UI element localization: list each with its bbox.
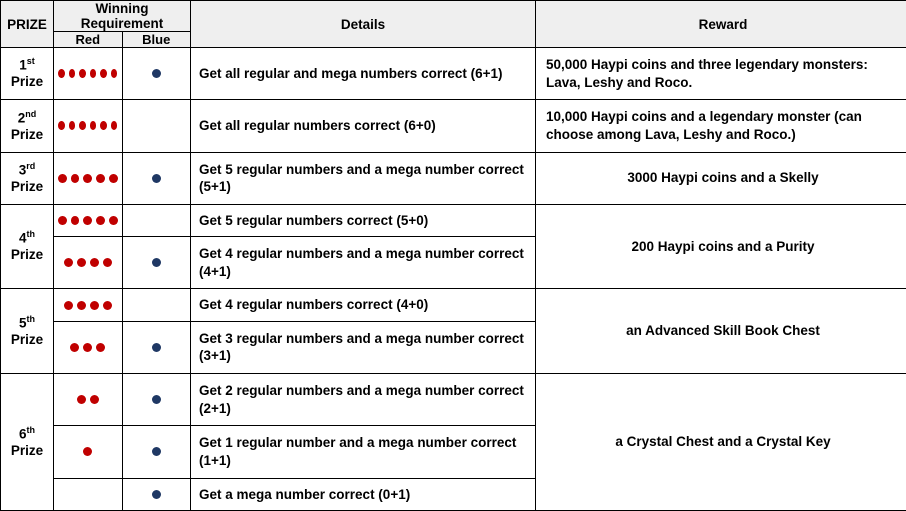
red-dot (70, 343, 79, 352)
blue-dots (127, 393, 187, 407)
prize-label-1 (1, 48, 54, 100)
prize-label-2 (1, 100, 54, 152)
red-dot (58, 69, 65, 78)
blue-dots-cell-5a (122, 289, 191, 321)
prize-suffix: rd (26, 160, 36, 171)
blue-dots (127, 445, 187, 459)
red-dot (64, 258, 73, 267)
red-dot (103, 301, 112, 310)
reward-cell-5: an Advanced Skill Book Chest (536, 289, 906, 374)
prize-suffix: th (26, 424, 35, 435)
prize-suffix: th (26, 314, 35, 325)
red-dot (83, 447, 92, 456)
red-dot (100, 69, 107, 78)
red-dot (103, 258, 112, 267)
blue-dot (152, 174, 161, 183)
blue-dots-cell-2 (122, 100, 191, 152)
prize-suffix: nd (25, 108, 37, 119)
red-dots-cell-6a (54, 374, 123, 426)
blue-dots-cell-1 (122, 48, 191, 100)
red-dot (58, 121, 65, 130)
table-row (1, 289, 906, 321)
details-cell-6a: Get 2 regular numbers and a mega number correct (2+1) (191, 374, 536, 426)
red-dots-cell-5b (54, 321, 123, 373)
red-dots-cell-4b (54, 237, 123, 289)
blue-dots-cell-6b (122, 426, 191, 478)
red-dots (58, 340, 118, 354)
details-cell-6b: Get 1 regular number and a mega number correct (1+1) (191, 426, 536, 478)
column-header-reward: Reward (536, 1, 906, 48)
prize-number: 6 (18, 426, 27, 442)
red-dot (90, 258, 99, 267)
red-dots (58, 256, 118, 270)
column-header-red: Red (54, 32, 123, 48)
prize-word: Prize (10, 331, 44, 347)
red-dot (90, 395, 99, 404)
blue-dots (127, 487, 187, 501)
prize-label-3 (1, 152, 54, 204)
red-dots-cell-1 (54, 48, 123, 100)
red-dots (58, 119, 118, 133)
table-row (1, 100, 906, 152)
red-dots-cell-6c (54, 478, 123, 510)
details-cell-6c: Get a mega number correct (0+1) (191, 478, 536, 510)
prize-word: Prize (10, 74, 44, 90)
blue-dots (127, 67, 187, 81)
blue-dots-cell-4b (122, 237, 191, 289)
column-header-blue: Blue (122, 32, 191, 48)
red-dot (69, 69, 76, 78)
red-dot (77, 395, 86, 404)
blue-dot (152, 447, 161, 456)
red-dot (111, 121, 118, 130)
red-dots (58, 445, 118, 459)
prize-number: 3 (18, 162, 27, 178)
blue-dots (127, 256, 187, 270)
details-cell-5b: Get 3 regular numbers and a mega number correct (3+1) (191, 321, 536, 373)
blue-dots-cell-3 (122, 152, 191, 204)
table-body (1, 48, 906, 511)
column-header-winning-requirement: Winning Requirement (54, 1, 191, 32)
details-cell-4b: Get 4 regular numbers and a mega number correct (4+1) (191, 237, 536, 289)
red-dot (58, 216, 67, 225)
red-dot (71, 216, 80, 225)
red-dot (90, 121, 97, 130)
prize-number: 5 (18, 315, 27, 331)
blue-dots (127, 119, 187, 133)
red-dot (69, 121, 76, 130)
blue-dot (152, 258, 161, 267)
reward-cell-2: 10,000 Haypi coins and a legendary monster (can choose among Lava, Leshy and Roco.) (536, 100, 906, 152)
blue-dots-cell-4a (122, 204, 191, 236)
blue-dot (152, 395, 161, 404)
red-dot (100, 121, 107, 130)
red-dot (64, 301, 73, 310)
reward-cell-6: a Crystal Chest and a Crystal Key (536, 374, 906, 511)
red-dot (77, 258, 86, 267)
details-cell-2: Get all regular numbers correct (6+0) (191, 100, 536, 152)
red-dot (58, 174, 67, 183)
details-cell-3: Get 5 regular numbers and a mega number correct (5+1) (191, 152, 536, 204)
blue-dots (127, 213, 187, 227)
prize-label-5 (1, 289, 54, 374)
prize-word: Prize (10, 442, 44, 458)
red-dots (58, 213, 118, 227)
table-header (1, 1, 906, 48)
column-header-prize: PRIZE (1, 1, 54, 48)
details-cell-5a: Get 4 regular numbers correct (4+0) (191, 289, 536, 321)
red-dots (58, 67, 118, 81)
red-dots-cell-5a (54, 289, 123, 321)
red-dots-cell-2 (54, 100, 123, 152)
table-row (1, 48, 906, 100)
red-dot (109, 174, 118, 183)
red-dot (90, 301, 99, 310)
blue-dot (152, 343, 161, 352)
prize-label-4 (1, 204, 54, 289)
red-dots (58, 393, 118, 407)
reward-cell-1: 50,000 Haypi coins and three legendary monsters: Lava, Leshy and Roco. (536, 48, 906, 100)
red-dot (90, 69, 97, 78)
blue-dots (127, 171, 187, 185)
red-dots (58, 171, 118, 185)
prize-word: Prize (10, 178, 44, 194)
red-dot (83, 174, 92, 183)
red-dot (96, 216, 105, 225)
prize-word: Prize (10, 126, 44, 142)
prize-label-6 (1, 374, 54, 511)
red-dot (79, 69, 86, 78)
red-dot (111, 69, 118, 78)
blue-dots (127, 340, 187, 354)
prize-suffix: th (26, 229, 35, 240)
red-dots (58, 487, 118, 501)
red-dot (71, 174, 80, 183)
reward-cell-3: 3000 Haypi coins and a Skelly (536, 152, 906, 204)
blue-dot (152, 490, 161, 499)
blue-dots-cell-6a (122, 374, 191, 426)
prize-number: 1 (19, 57, 27, 73)
red-dot (109, 216, 118, 225)
red-dot (77, 301, 86, 310)
red-dot (96, 343, 105, 352)
prize-word: Prize (10, 247, 44, 263)
red-dot (83, 216, 92, 225)
blue-dot (152, 69, 161, 78)
prize-number: 2 (17, 110, 26, 126)
blue-dots-cell-6c (122, 478, 191, 510)
reward-cell-4: 200 Haypi coins and a Purity (536, 204, 906, 289)
red-dot (96, 174, 105, 183)
header-row-1 (1, 1, 906, 32)
red-dot (79, 121, 86, 130)
table-row (1, 374, 906, 426)
prize-number: 4 (18, 230, 27, 246)
table-row (1, 204, 906, 236)
red-dot (83, 343, 92, 352)
blue-dots-cell-5b (122, 321, 191, 373)
details-cell-1: Get all regular and mega numbers correct (6+1) (191, 48, 536, 100)
red-dots-cell-3 (54, 152, 123, 204)
red-dots (58, 298, 118, 312)
prize-suffix: st (26, 56, 35, 67)
table-row (1, 152, 906, 204)
red-dots-cell-6b (54, 426, 123, 478)
blue-dots (127, 298, 187, 312)
red-dots-cell-4a (54, 204, 123, 236)
details-cell-4a: Get 5 regular numbers correct (5+0) (191, 204, 536, 236)
column-header-details: Details (191, 1, 536, 48)
